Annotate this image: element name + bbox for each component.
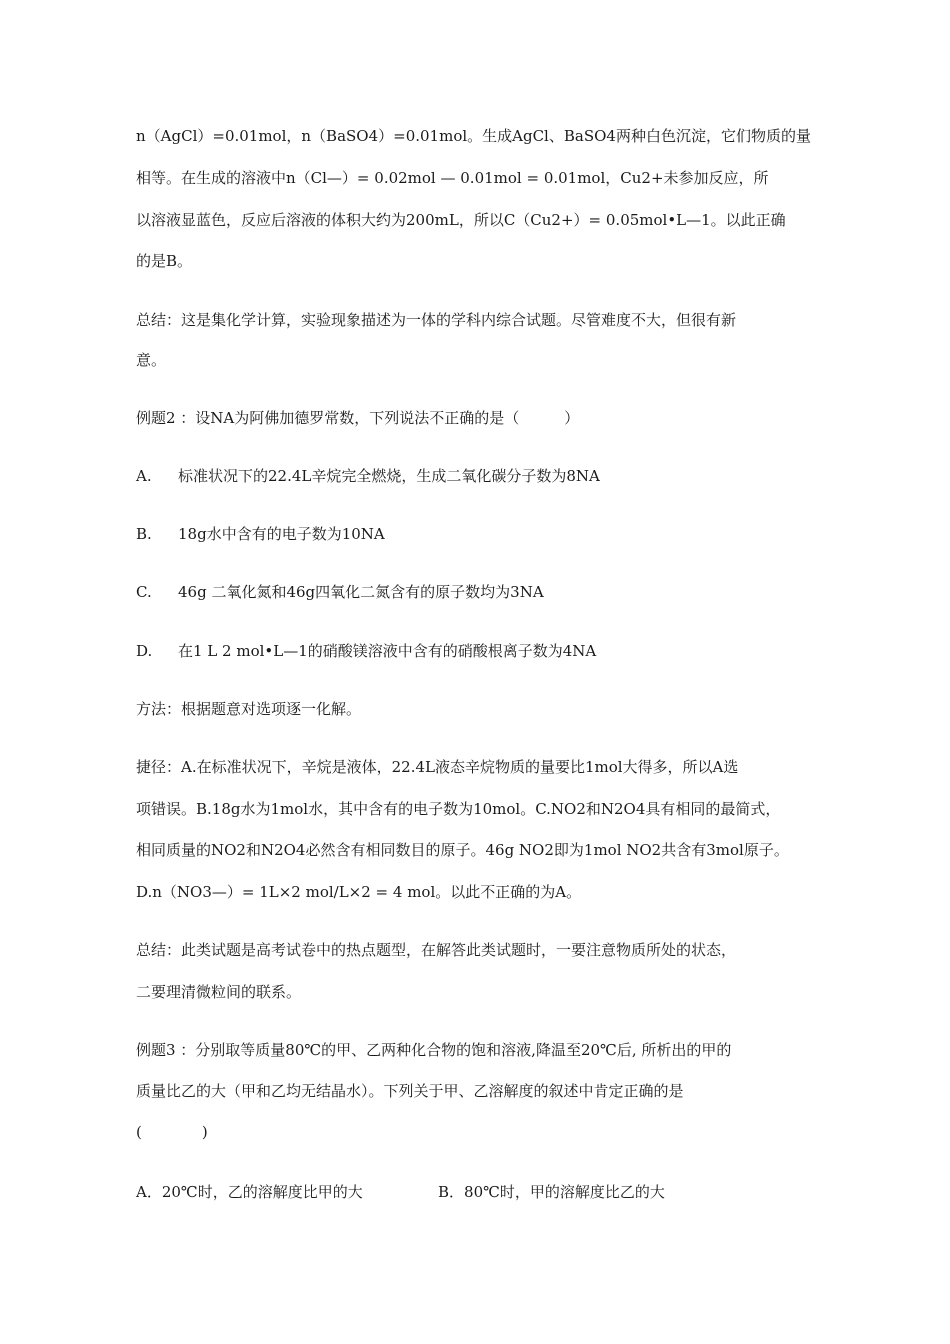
option-letter: C.	[136, 583, 152, 601]
shortcut-line: D.n（NO3—）= 1L×2 mol/L×2 = 4 mol。以此不正确的为A。	[136, 883, 582, 901]
paragraph-line: 相等。在生成的溶液中n（Cl—）= 0.02mol — 0.01mol = 0.01mol，Cu2+未参加反应，所	[136, 169, 769, 187]
option-letter: A.	[136, 467, 152, 485]
option-letter: B.	[136, 525, 152, 543]
example3-question-line: 质量比乙的大（甲和乙均无结晶水）。下列关于甲、乙溶解度的叙述中肯定正确的是	[136, 1082, 684, 1100]
option-letter: D.	[136, 642, 153, 660]
shortcut-line: 项错误。B.18g水为1mol水，其中含有的电子数为10mol。C.NO2和N2O4具有相同的最简式，	[136, 800, 781, 818]
example3-question-line: 例题3 ：分别取等质量80℃的甲、乙两种化合物的饱和溶液,降温至20℃后, 所析出的甲的	[136, 1041, 732, 1059]
option-text: 46g 二氧化氮和46g四氧化二氮含有的原子数均为3NA	[178, 583, 544, 601]
option-text: 标准状况下的22.4L辛烷完全燃烧，生成二氧化碳分子数为8NA	[178, 467, 600, 485]
shortcut-line: 相同质量的NO2和N2O4必然含有相同数目的原子。46g NO2即为1mol NO2共含有3mol原子。	[136, 841, 789, 859]
option-text: 在1 L 2 mol•L—1的硝酸镁溶液中含有的硝酸根离子数为4NA	[178, 642, 597, 660]
example3-option-b: B．80℃时，甲的溶解度比乙的大	[438, 1183, 665, 1201]
summary-line: 总结：这是集化学计算，实验现象描述为一体的学科内综合试题。尽管难度不大，但很有新	[136, 311, 737, 329]
method-line: 方法：根据题意对选项逐一化解。	[136, 700, 362, 718]
summary-line: 意。	[136, 351, 167, 369]
shortcut-line: 捷径：A.在标准状况下，辛烷是液体，22.4L液态辛烷物质的量要比1mol大得多，所以A选	[136, 758, 739, 776]
summary-line: 总结：此类试题是高考试卷中的热点题型，在解答此类试题时，一要注意物质所处的状态，	[136, 941, 737, 959]
paragraph-line: n（AgCl）=0.01mol，n（BaSO4）=0.01mol。生成AgCl、BaSO4两种白色沉淀，它们物质的量	[136, 127, 811, 145]
paragraph-line: 以溶液显蓝色，反应后溶液的体积大约为200mL，所以C（Cu2+）= 0.05mol•L—1。以此正确	[136, 211, 786, 229]
option-text: 18g水中含有的电子数为10NA	[178, 525, 385, 543]
example3-question-line: ( )	[136, 1123, 208, 1141]
summary-line: 二要理清微粒间的联系。	[136, 983, 302, 1001]
example2-question: 例题2 ：设NA为阿佛加德罗常数，下列说法不正确的是（ ）	[136, 409, 580, 427]
paragraph-line: 的是B。	[136, 252, 193, 270]
example3-option-a: A．20℃时，乙的溶解度比甲的大	[136, 1183, 363, 1201]
